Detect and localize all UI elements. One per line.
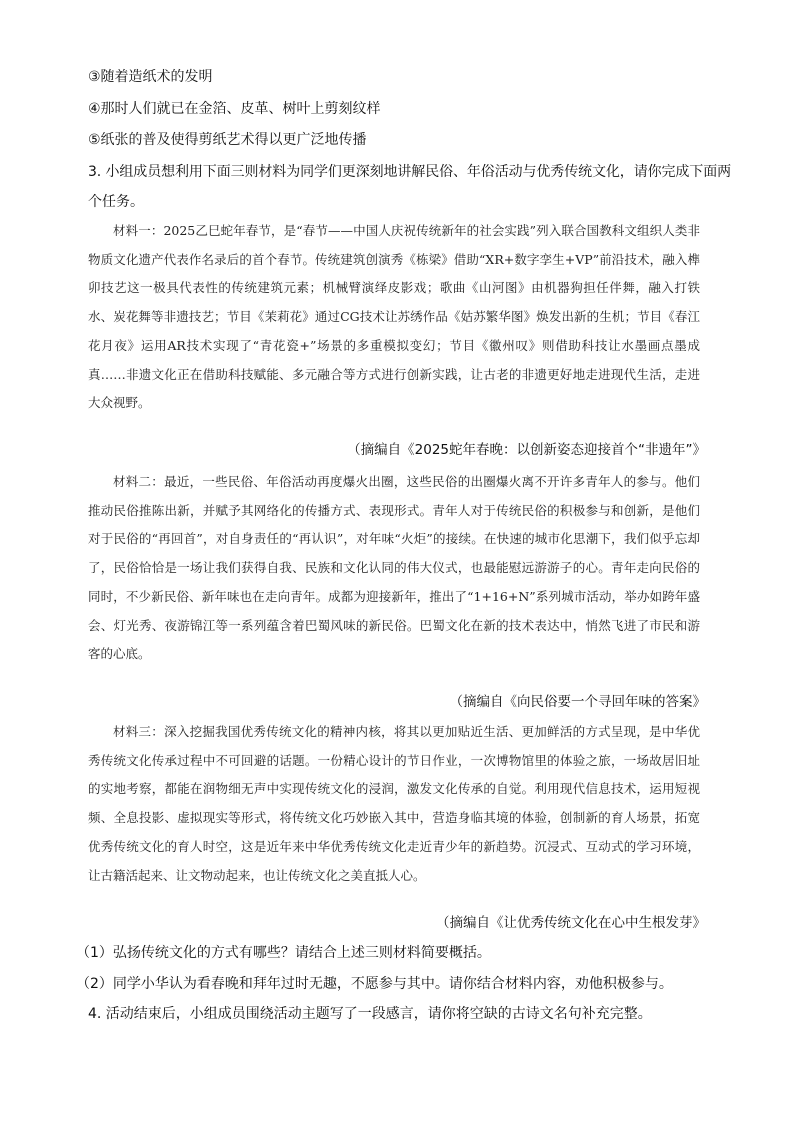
question-3-line-2: 个任务。 xyxy=(88,194,144,210)
list-item: ⑤纸张的普及使得剪纸艺术得以更广泛地传播 xyxy=(88,132,367,148)
material-1-text: 材料一：2025乙巳蛇年春节，是“春节——中国人庆祝传统新年的社会实践”列入联合国教科文组织人类非物质文化遗产代表作名录后的首个春节。传统建筑创演秀《栋梁》借助“XR+数字孪生+VP”前沿技术，融入榫卯技艺这一极具代表性的传统建筑元素；机械臂演绎皮影戏；歌曲《山河图》由机器狗担任伴舞，融入打铁水、炭花舞等非遗技艺；节目《茉莉花》通过CG技术让苏绣作品《姑苏繁华图》焕发出新的生机；节目《春江花月夜》运用AR技术实现了“青花瓷+”场景的多重模拟变幻；节目《徽州叹》则借助科技让水墨画点墨成真……非遗文化正在借助科技赋能、多元融合等方式进行创新实践，让古老的非遗更好地走进现代生活，走进大众视野。 xyxy=(88,223,700,411)
list-item: ④那时人们就已在金箔、皮革、树叶上剪刻纹样 xyxy=(88,101,381,117)
material-2-source: （摘编自《向民俗要一个寻回年味的答案》 xyxy=(449,694,706,710)
list-item: ③随着造纸术的发明 xyxy=(88,69,213,85)
material-2-text: 材料二：最近，一些民俗、年俗活动再度爆火出圈，这些民俗的出圈爆火离不开许多青年人的参与。他们推动民俗推陈出新，并赋予其网络化的传播方式、表现形式。青年人对于传统民俗的积极参与和创新，是他们对于民俗的“再回首”，对自身责任的“再认识”，对年味“火炬”的接续。在快速的城市化思潮下，我们似乎忘却了，民俗恰恰是一场让我们获得自我、民族和文化认同的伟大仪式，也最能慰远游游子的心。青年走向民俗的同时，不少新民俗、新年味也在走向青年。成都为迎接新年，推出了“1+16+N”系列城市活动，举办如跨年盛会、灯光秀、夜游锦江等一系列蕴含着巴蜀风味的新民俗。巴蜀文化在新的技术表达中，悄然飞进了市民和游客的心底。 xyxy=(88,474,700,662)
question-3-line-1: 3. 小组成员想利用下面三则材料为同学们更深刻地讲解民俗、年俗活动与优秀传统文化，请你完成下面两 xyxy=(88,164,732,180)
material-3-source: （摘编自《让优秀传统文化在心中生根发芽》 xyxy=(436,915,706,931)
material-1-source: （摘编自《2025蛇年春晚：以创新姿态迎接首个“非遗年”》 xyxy=(347,442,706,458)
task-1: （1）弘扬传统文化的方式有哪些？请结合上述三则材料简要概括。 xyxy=(76,945,491,961)
material-3-text: 材料三：深入挖掘我国优秀传统文化的精神内核，将其以更加贴近生活、更加鲜活的方式呈现，是中华优秀传统文化传承过程中不可回避的话题。一份精心设计的节日作业，一次博物馆里的体验之旅，一场故居旧址的实地考察，都能在润物细无声中实现传统文化的浸润，激发文化传承的自觉。利用现代信息技术，运用短视频、全息投影、虚拟现实等形式，将传统文化巧妙嵌入其中，营造身临其境的体验，创制新的育人场景，拓宽优秀传统文化的育人时空，这是近年来中华优秀传统文化走近青少年的新趋势。沉浸式、互动式的学习环境，让古籍活起来、让文物动起来，也让传统文化之美直抵人心。 xyxy=(88,724,700,883)
task-2: （2）同学小华认为看春晚和拜年过时无趣，不愿参与其中。请你结合材料内容，劝他积极参与。 xyxy=(76,976,673,992)
question-4: 4. 活动结束后，小组成员围绕活动主题写了一段感言，请你将空缺的古诗文名句补充完整。 xyxy=(88,1006,652,1022)
